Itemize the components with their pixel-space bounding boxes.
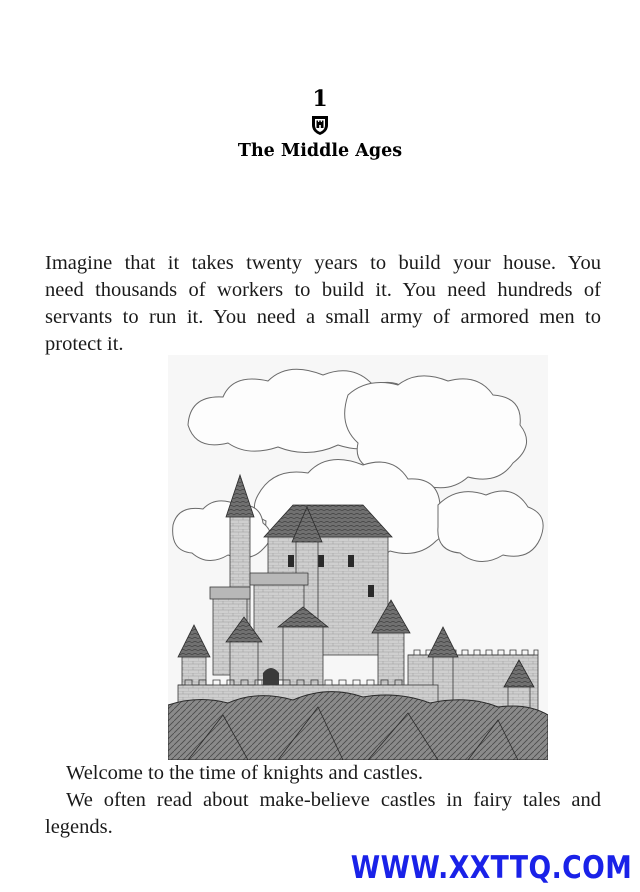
watermark: WWW.XXTTQ.COM <box>350 850 632 886</box>
legends-line-2: legends. <box>45 816 113 838</box>
crest-icon <box>309 114 331 136</box>
chapter-number: 1 <box>312 86 328 112</box>
chapter-title: The Middle Ages <box>237 141 403 161</box>
intro-line-1: Imagine that it takes twenty years to build your house. You <box>45 252 601 274</box>
legends-paragraph <box>45 787 601 841</box>
intro-line-4: protect it. <box>45 333 124 355</box>
intro-line-3: servants to run it. You need a small army of armored men to <box>45 306 601 328</box>
intro-paragraph <box>45 250 601 358</box>
chapter-header <box>232 86 408 170</box>
welcome-paragraph: Welcome to the time of knights and castles. <box>66 762 424 784</box>
legends-line-1: We often read about make-believe castles in fairy tales and <box>66 789 601 811</box>
intro-line-2: need thousands of workers to build it. You need hundreds of <box>45 279 601 301</box>
castle-illustration <box>168 355 548 760</box>
